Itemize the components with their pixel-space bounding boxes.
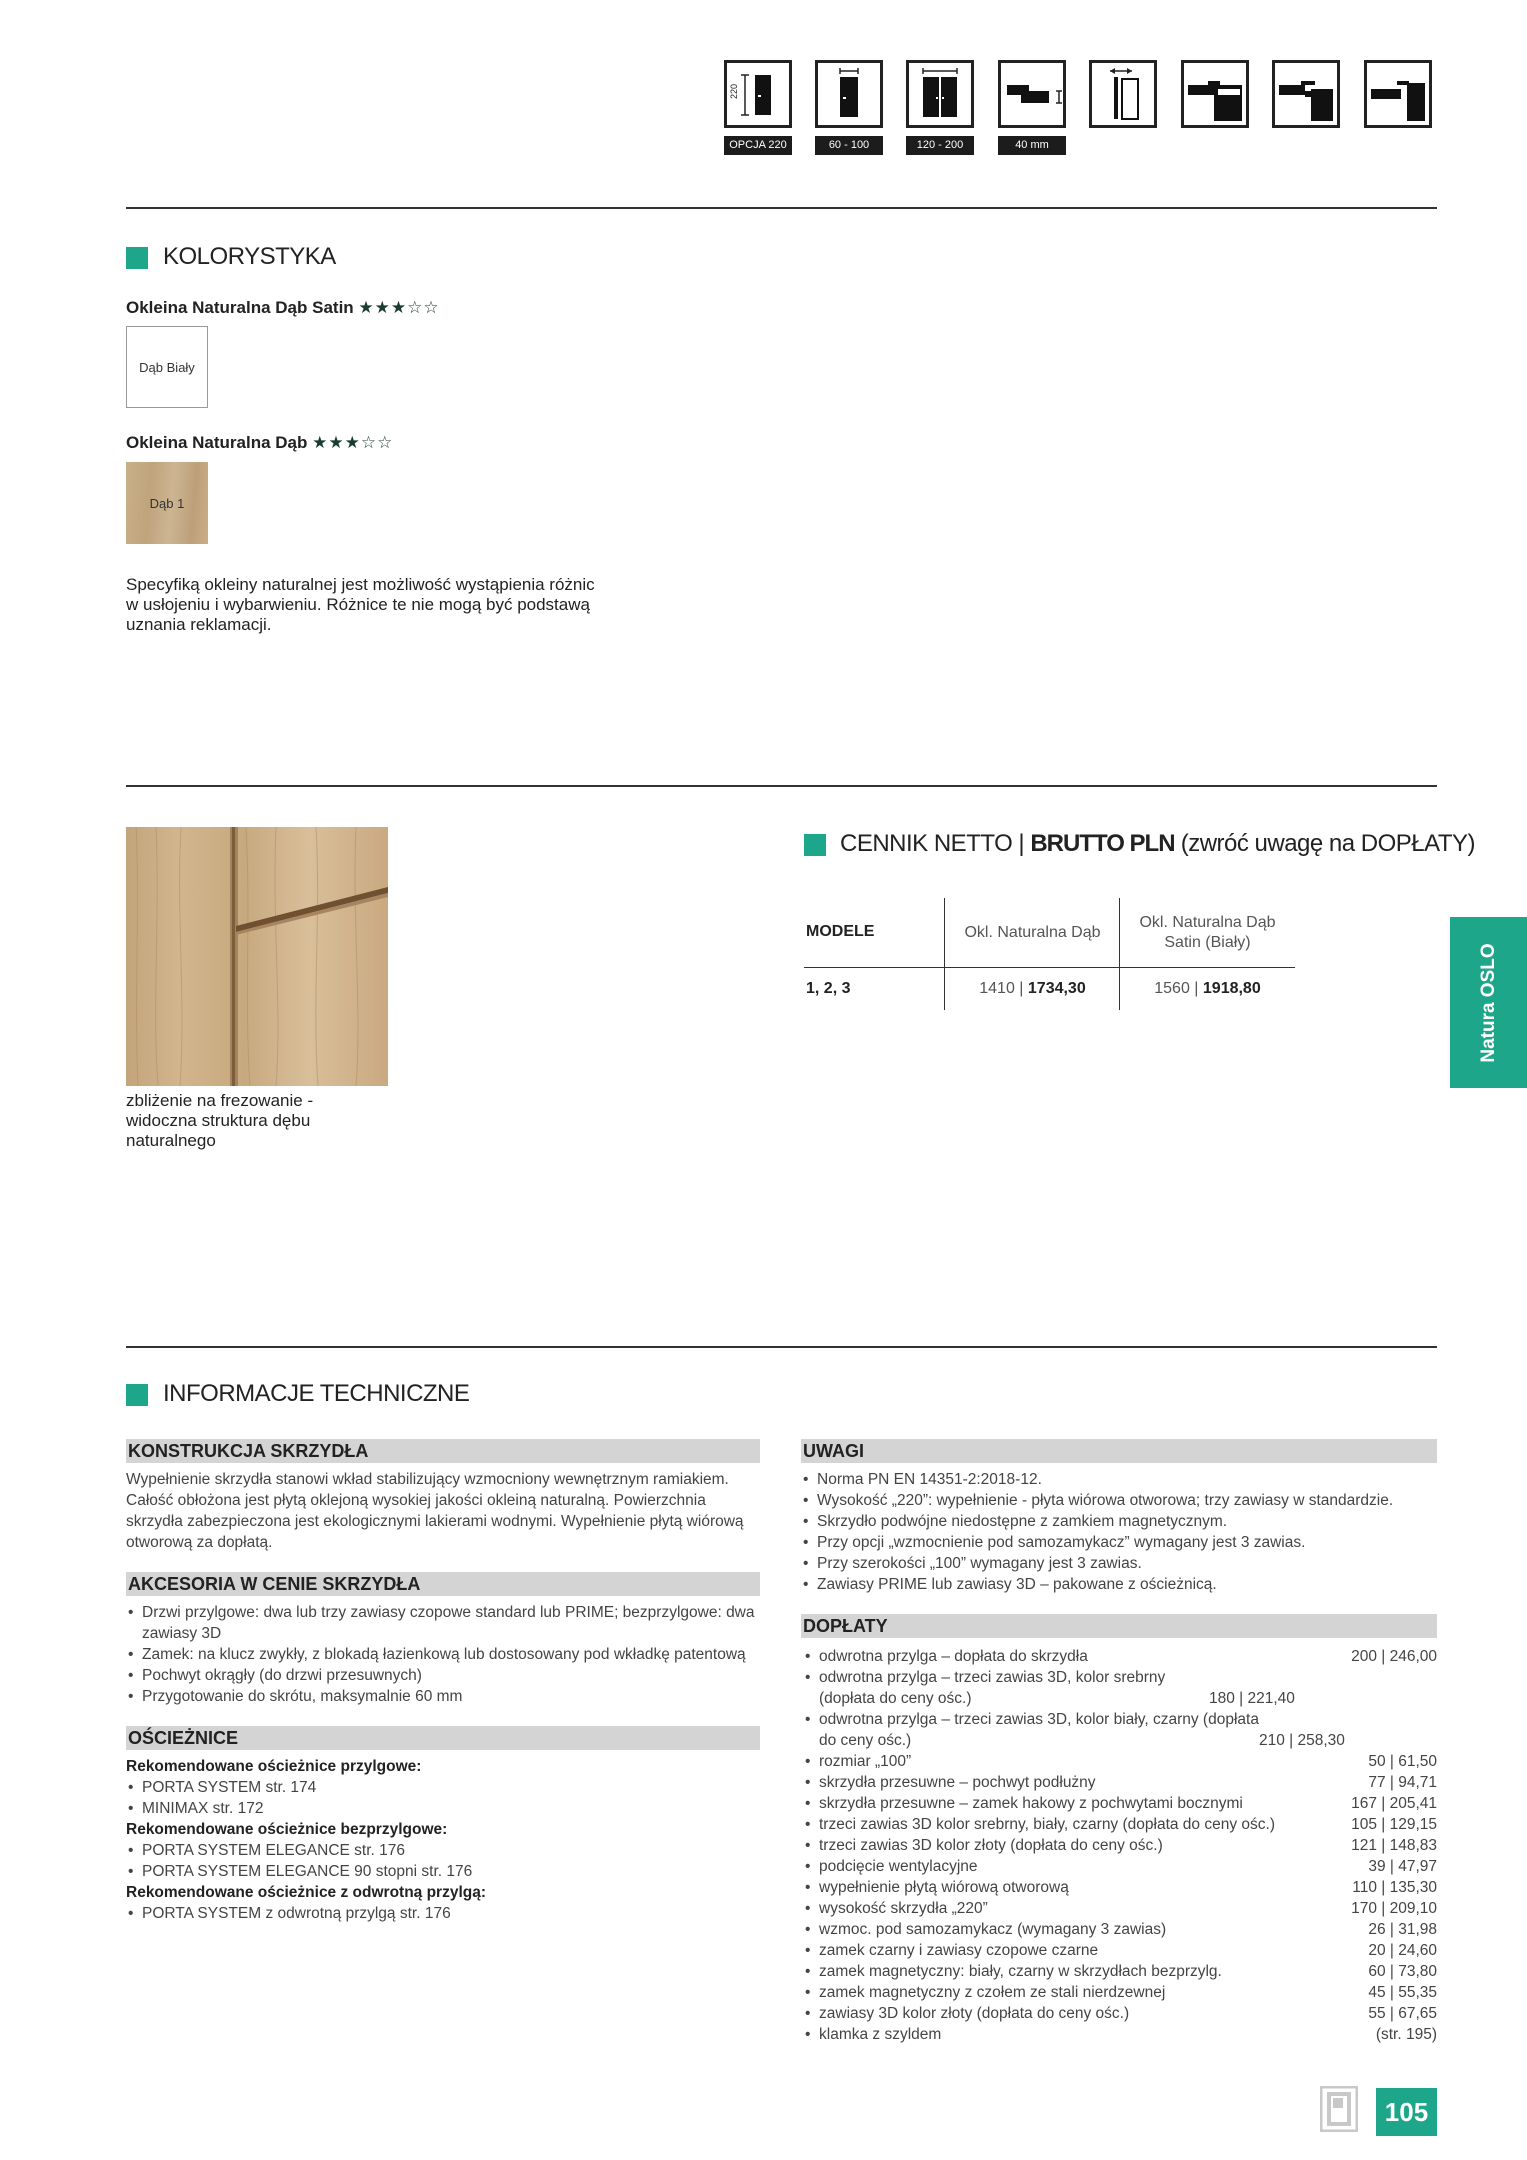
- list-item: • odwrotna przylga – dopłata do skrzydła 200 | 246,00: [803, 1646, 1437, 1667]
- list-item: • klamka z szyldem (str. 195): [803, 2024, 1437, 2045]
- list-item: • wzmoc. pod samozamykacz (wymagany 3 zawias) 26 | 31,98: [803, 1919, 1437, 1940]
- veneer-satin-name: Okleina Naturalna Dąb Satin ★★★☆☆: [126, 298, 440, 317]
- flush-frame-icon: [1272, 60, 1340, 128]
- list-item: • zamek magnetyczny z czołem ze stali nierdzewnej 45 | 55,35: [803, 1982, 1437, 2003]
- section-divider: [126, 1346, 1437, 1348]
- doplaty-header: DOPŁATY: [801, 1614, 1437, 1638]
- list-item: • odwrotna przylga – trzeci zawias 3D, kolor biały, czarny (dopłata do ceny ośc.) 210 | 258,30: [803, 1709, 1437, 1751]
- list-item: • wysokość skrzydła „220” 170 | 209,10: [803, 1898, 1437, 1919]
- konstrukcja-text: Wypełnienie skrzydła stanowi wkład stabilizujący wzmocniony wewnętrznym ramiakiem. Całość obłożona jest płytą oklejoną wysokiej jakości okleiną naturalną. Powierzchnia skrzydła zabezpieczona jest ekologicznymi lakierami wodnymi. Wypełnienie płytą wiórową otworową za dopłatą.: [126, 1471, 744, 1551]
- konstrukcja-header: KONSTRUKCJA SKRZYDŁA: [126, 1439, 760, 1463]
- uwagi-header: UWAGI: [801, 1439, 1437, 1463]
- photo-caption: zbliżenie na frezowanie - widoczna struktura dębu naturalnego: [126, 1091, 314, 1150]
- list-item: • trzeci zawias 3D kolor srebrny, biały, czarny (dopłata do ceny ośc.) 105 | 129,15: [803, 1814, 1437, 1835]
- oscieznice-header: OŚCIEŻNICE: [126, 1726, 760, 1750]
- list-item: • MINIMAX str. 172: [126, 1798, 760, 1819]
- section-marker: [804, 834, 826, 856]
- list-item: • skrzydła przesuwne – pochwyt podłużny 77 | 94,71: [803, 1772, 1437, 1793]
- rebated-frame-icon: [1181, 60, 1249, 128]
- door-thickness-icon: [998, 60, 1066, 128]
- kolorystyka-title: KOLORYSTYKA: [163, 243, 336, 270]
- rek-odwrotna-list: [126, 1903, 760, 1924]
- reverse-rebate-frame-icon: [1364, 60, 1432, 128]
- veneer-note: Specyfiką okleiny naturalnej jest możliwość wystąpienia różnic w usłojeniu i wybarwieniu. Różnice te nie mogą być podstawą uznania reklamacji.: [126, 575, 595, 634]
- list-item: • Przy szerokości „100” wymagany jest 3 zawias.: [801, 1553, 1437, 1574]
- list-item: • zawiasy 3D kolor złoty (dopłata do ceny ośc.) 55 | 67,65: [803, 2003, 1437, 2024]
- rek-przylgowe-list: [126, 1777, 760, 1819]
- list-item: • Norma PN EN 14351-2:2018-12.: [801, 1469, 1437, 1490]
- rek-przylgowe-title: Rekomendowane ościeżnice przylgowe:: [126, 1758, 422, 1775]
- list-item: • podcięcie wentylacyjne 39 | 47,97: [803, 1856, 1437, 1877]
- svg-text:220: 220: [729, 83, 739, 99]
- rek-odwrotna-title: Rekomendowane ościeżnice z odwrotną przylgą:: [126, 1884, 487, 1901]
- list-item: • trzeci zawias 3D kolor złoty (dopłata do ceny ośc.) 121 | 148,83: [803, 1835, 1437, 1856]
- door-height-220-icon: [724, 60, 792, 128]
- list-item: • skrzydła przesuwne – zamek hakowy z pochwytami bocznymi 167 | 205,41: [803, 1793, 1437, 1814]
- list-item: • rozmiar „100” 50 | 61,50: [803, 1751, 1437, 1772]
- rek-bezprzylgowe-title: Rekomendowane ościeżnice bezprzylgowe:: [126, 1821, 448, 1838]
- swatch-dab-1: Dąb 1: [126, 462, 208, 544]
- list-item: • Drzwi przylgowe: dwa lub trzy zawiasy czopowe standard lub PRIME; bezprzylgowe: dwa zawiasy 3D: [126, 1602, 760, 1644]
- list-item: • odwrotna przylga – trzeci zawias 3D, kolor srebrny (dopłata do ceny ośc.) 180 | 221,40: [803, 1667, 1437, 1709]
- price-dab: 1410 | 1734,30: [979, 980, 1086, 997]
- list-item: • Zawiasy PRIME lub zawiasy 3D – pakowane z ościeżnicą.: [801, 1574, 1437, 1595]
- section-divider: [126, 785, 1437, 787]
- single-door-width-icon: [815, 60, 883, 128]
- doplaty-list: [803, 1646, 1437, 2045]
- veneer-natural-name: Okleina Naturalna Dąb ★★★☆☆: [126, 433, 394, 452]
- list-item: • PORTA SYSTEM ELEGANCE 90 stopni str. 176: [126, 1861, 760, 1882]
- thickness-40mm-tag: 40 mm: [998, 136, 1066, 155]
- akcesoria-list: [126, 1602, 760, 1707]
- table-header-dab-satin: Okl. Naturalna Dąb Satin (Biały): [1139, 914, 1276, 951]
- section-marker: [126, 247, 148, 269]
- table-row-models: 1, 2, 3: [806, 980, 851, 997]
- table-divider: [804, 967, 1295, 968]
- list-item: • Przy opcji „wzmocnienie pod samozamykacz” wymagany jest 3 zawias.: [801, 1532, 1437, 1553]
- list-item: • PORTA SYSTEM ELEGANCE str. 176: [126, 1840, 760, 1861]
- list-item: • zamek czarny i zawiasy czopowe czarne 20 | 24,60: [803, 1940, 1437, 1961]
- table-divider: [944, 898, 945, 1010]
- rating-stars-icon: ★★★☆☆: [358, 298, 440, 317]
- sliding-door-icon: [1089, 60, 1157, 128]
- list-item: • Pochwyt okrągły (do drzwi przesuwnych): [126, 1665, 760, 1686]
- list-item: • zamek magnetyczny: biały, czarny w skrzydłach bezprzylg. 60 | 73,80: [803, 1961, 1437, 1982]
- width-60-100-tag: 60 - 100: [815, 136, 883, 155]
- uwagi-list: [801, 1469, 1437, 1595]
- cennik-title: CENNIK NETTO | BRUTTO PLN (zwróć uwagę na DOPŁATY): [840, 830, 1476, 857]
- list-item: • Wysokość „220”: wypełnienie - płyta wiórowa otworowa; trzy zawiasy w standardzie.: [801, 1490, 1437, 1511]
- rating-stars-icon: ★★★☆☆: [312, 433, 394, 452]
- info-title: INFORMACJE TECHNICZNE: [163, 1380, 470, 1407]
- swatch-dab-bialy: Dąb Biały: [126, 326, 208, 408]
- list-item: • Skrzydło podwójne niedostępne z zamkiem magnetycznym.: [801, 1511, 1437, 1532]
- page-number: 105: [1376, 2088, 1437, 2136]
- width-120-200-tag: 120 - 200: [906, 136, 974, 155]
- table-divider: [1119, 898, 1120, 1010]
- section-divider: [126, 207, 1437, 209]
- list-item: • Zamek: na klucz zwykły, z blokadą łazienkową lub dostosowany pod wkładkę patentową: [126, 1644, 760, 1665]
- list-item: • PORTA SYSTEM str. 174: [126, 1777, 760, 1798]
- oscieznice-block: [126, 1756, 760, 1924]
- price-dab-satin: 1560 | 1918,80: [1154, 980, 1261, 997]
- rek-bezprzylgowe-list: [126, 1840, 760, 1882]
- list-item: • PORTA SYSTEM z odwrotną przylgą str. 176: [126, 1903, 760, 1924]
- list-item: • Przygotowanie do skrótu, maksymalnie 60 mm: [126, 1686, 760, 1707]
- section-marker: [126, 1384, 148, 1406]
- wood-closeup-photo: [126, 827, 388, 1086]
- side-tab-natura-oslo: Natura OSLO: [1450, 917, 1527, 1088]
- table-header-dab: Okl. Naturalna Dąb: [964, 924, 1101, 941]
- akcesoria-header: AKCESORIA W CENIE SKRZYDŁA: [126, 1572, 760, 1596]
- porta-logo-icon: [1320, 2086, 1358, 2132]
- table-header-models: MODELE: [806, 923, 875, 940]
- list-item: • wypełnienie płytą wiórową otworową 110 | 135,30: [803, 1877, 1437, 1898]
- double-door-width-icon: [906, 60, 974, 128]
- option-220-tag: OPCJA 220: [724, 136, 792, 155]
